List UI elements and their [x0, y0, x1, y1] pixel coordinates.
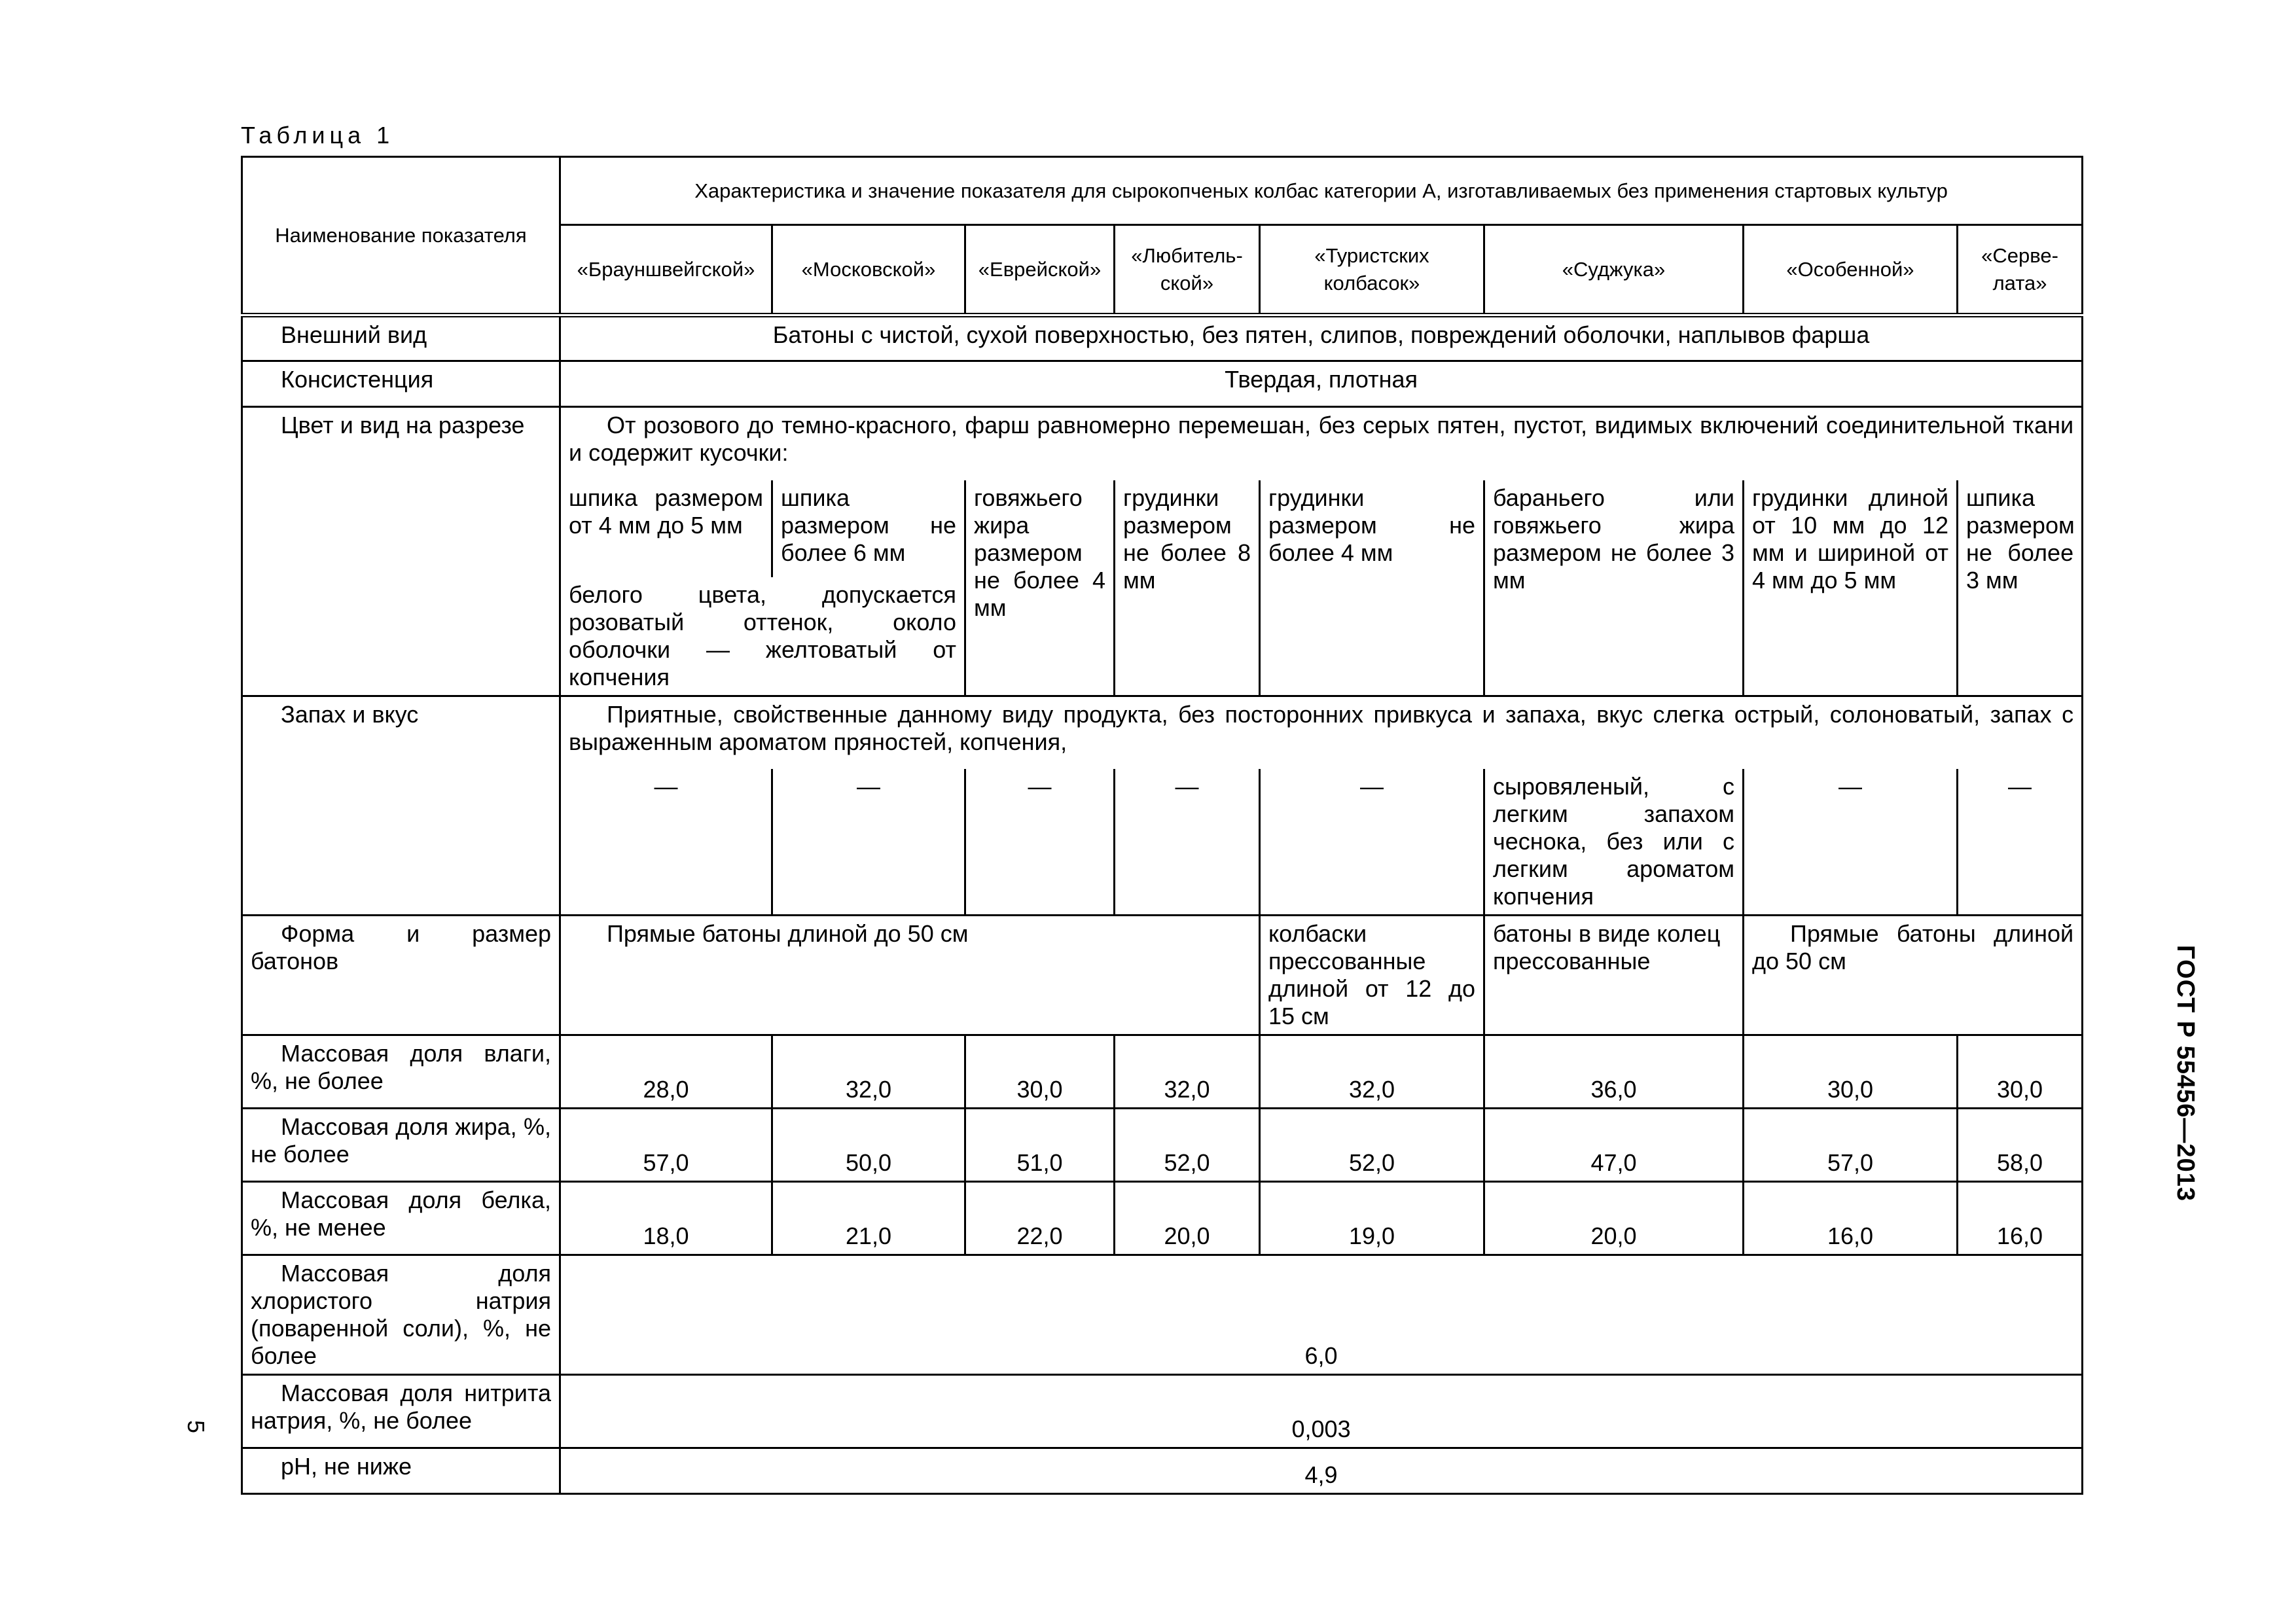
header-group: Характеристика и значение показателя для сырокопченых колбас категории А, изготавливаемых без применения стартовых культур: [560, 157, 2083, 225]
smell-cell-moscow: —: [772, 769, 965, 916]
row-name-moisture: Массовая доля влаги, %, не более: [242, 1035, 560, 1109]
cut-shared-note: белого цвета, допускается розоватый оттенок, около оболочки — желтоватый от копчения: [560, 577, 965, 696]
cut-cell-braunschweig: шпика размером от 4 мм до 5 мм: [560, 480, 772, 577]
smell-cell-amateur: —: [1115, 769, 1260, 916]
row-name-nitrite: Массовая доля нитрита натрия, %, не более: [242, 1375, 560, 1448]
moisture-value: 30,0: [965, 1035, 1115, 1109]
row-name-ph: pH, не ниже: [242, 1448, 560, 1494]
row-name-protein: Массовая доля белка, %, не менее: [242, 1182, 560, 1255]
header-col-jewish: «Еврейской»: [965, 225, 1115, 315]
fat-value: 50,0: [772, 1109, 965, 1182]
moisture-value: 30,0: [1744, 1035, 1958, 1109]
smell-cell-tourist: —: [1260, 769, 1484, 916]
cut-cell-special: грудинки длиной от 10 мм до 12 мм и шириной от 4 мм до 5 мм: [1744, 480, 1958, 696]
table-caption: Таблица 1: [241, 122, 395, 149]
cut-cell-servelat: шпика размером не более 3 мм: [1958, 480, 2083, 696]
cut-cell-tourist: грудинки размером не более 4 мм: [1260, 480, 1484, 696]
moisture-value: 36,0: [1484, 1035, 1744, 1109]
moisture-value: 30,0: [1958, 1035, 2083, 1109]
fat-value: 52,0: [1260, 1109, 1484, 1182]
fat-value: 47,0: [1484, 1109, 1744, 1182]
smell-cell-special: —: [1744, 769, 1958, 916]
fat-value: 51,0: [965, 1109, 1115, 1182]
page-number: 5: [183, 1420, 209, 1434]
row-intro-smell: Приятные, свойственные данному виду продукта, без посторонних привкуса и запаха, вкус слегка острый, солоноватый, запах с выраженным ароматом пряностей, копчения,: [560, 696, 2083, 769]
protein-value: 22,0: [965, 1182, 1115, 1255]
smell-cell-servelat: —: [1958, 769, 2083, 916]
fat-value: 58,0: [1958, 1109, 2083, 1182]
cut-cell-jewish: говяжьего жира размером не более 4 мм: [965, 480, 1115, 696]
smell-cell-jewish: —: [965, 769, 1115, 916]
shape-straight-1: Прямые батоны длиной до 50 см: [560, 916, 1260, 1035]
row-name-smell: Запах и вкус: [242, 696, 560, 916]
header-col-tourist: «Туристских колбасок»: [1260, 225, 1484, 315]
protein-value: 19,0: [1260, 1182, 1484, 1255]
shape-pressed: колбаски прессованные длиной от 12 до 15 см: [1260, 916, 1484, 1035]
specification-table: [241, 156, 2083, 1495]
protein-value: 20,0: [1115, 1182, 1260, 1255]
header-col-braunschweig: «Брауншвейгской»: [560, 225, 772, 315]
row-name-appearance: Внешний вид: [242, 315, 560, 361]
header-col-sudzhuk: «Суджука»: [1484, 225, 1744, 315]
row-value-appearance: Батоны с чистой, сухой поверхностью, без пятен, слипов, повреждений оболочки, наплывов фарша: [560, 315, 2083, 361]
row-name-fat: Массовая доля жира, %, не более: [242, 1109, 560, 1182]
moisture-value: 32,0: [1115, 1035, 1260, 1109]
header-col-amateur: «Любитель-ской»: [1115, 225, 1260, 315]
smell-cell-sudzhuk: сыровяленый, с легким запахом чеснока, без или с легким ароматом копчения: [1484, 769, 1744, 916]
standard-designation: ГОСТ Р 55456—2013: [2172, 945, 2199, 1202]
moisture-value: 32,0: [772, 1035, 965, 1109]
fat-value: 57,0: [560, 1109, 772, 1182]
protein-value: 18,0: [560, 1182, 772, 1255]
row-value-ph: 4,9: [560, 1448, 2083, 1494]
shape-straight-2: Прямые батоны длиной до 50 см: [1744, 916, 2083, 1035]
header-param-column: Наименование показателя: [242, 157, 560, 315]
header-col-moscow: «Московской»: [772, 225, 965, 315]
protein-value: 16,0: [1958, 1182, 2083, 1255]
moisture-value: 28,0: [560, 1035, 772, 1109]
header-col-servelat: «Серве-лата»: [1958, 225, 2083, 315]
row-value-consistency: Твердая, плотная: [560, 361, 2083, 407]
protein-value: 16,0: [1744, 1182, 1958, 1255]
row-name-cut: Цвет и вид на разрезе: [242, 407, 560, 696]
fat-value: 52,0: [1115, 1109, 1260, 1182]
moisture-value: 32,0: [1260, 1035, 1484, 1109]
cut-cell-amateur: грудинки размером не более 8 мм: [1115, 480, 1260, 696]
row-value-nitrite: 0,003: [560, 1375, 2083, 1448]
cut-cell-sudzhuk: бараньего или говяжьего жира размером не более 3 мм: [1484, 480, 1744, 696]
smell-cell-braunschweig: —: [560, 769, 772, 916]
protein-value: 20,0: [1484, 1182, 1744, 1255]
row-name-shape: Форма и размер батонов: [242, 916, 560, 1035]
row-value-salt: 6,0: [560, 1255, 2083, 1375]
shape-rings: батоны в виде колец прессованные: [1484, 916, 1744, 1035]
cut-cell-moscow: шпика размером не более 6 мм: [772, 480, 965, 577]
row-intro-cut: От розового до темно-красного, фарш равномерно перемешан, без серых пятен, пустот, видимых включений соединительной ткани и содержит кусочки:: [560, 407, 2083, 480]
fat-value: 57,0: [1744, 1109, 1958, 1182]
row-name-salt: Массовая доля хлористого натрия (поваренной соли), %, не более: [242, 1255, 560, 1375]
header-col-special: «Особенной»: [1744, 225, 1958, 315]
row-name-consistency: Консистенция: [242, 361, 560, 407]
protein-value: 21,0: [772, 1182, 965, 1255]
